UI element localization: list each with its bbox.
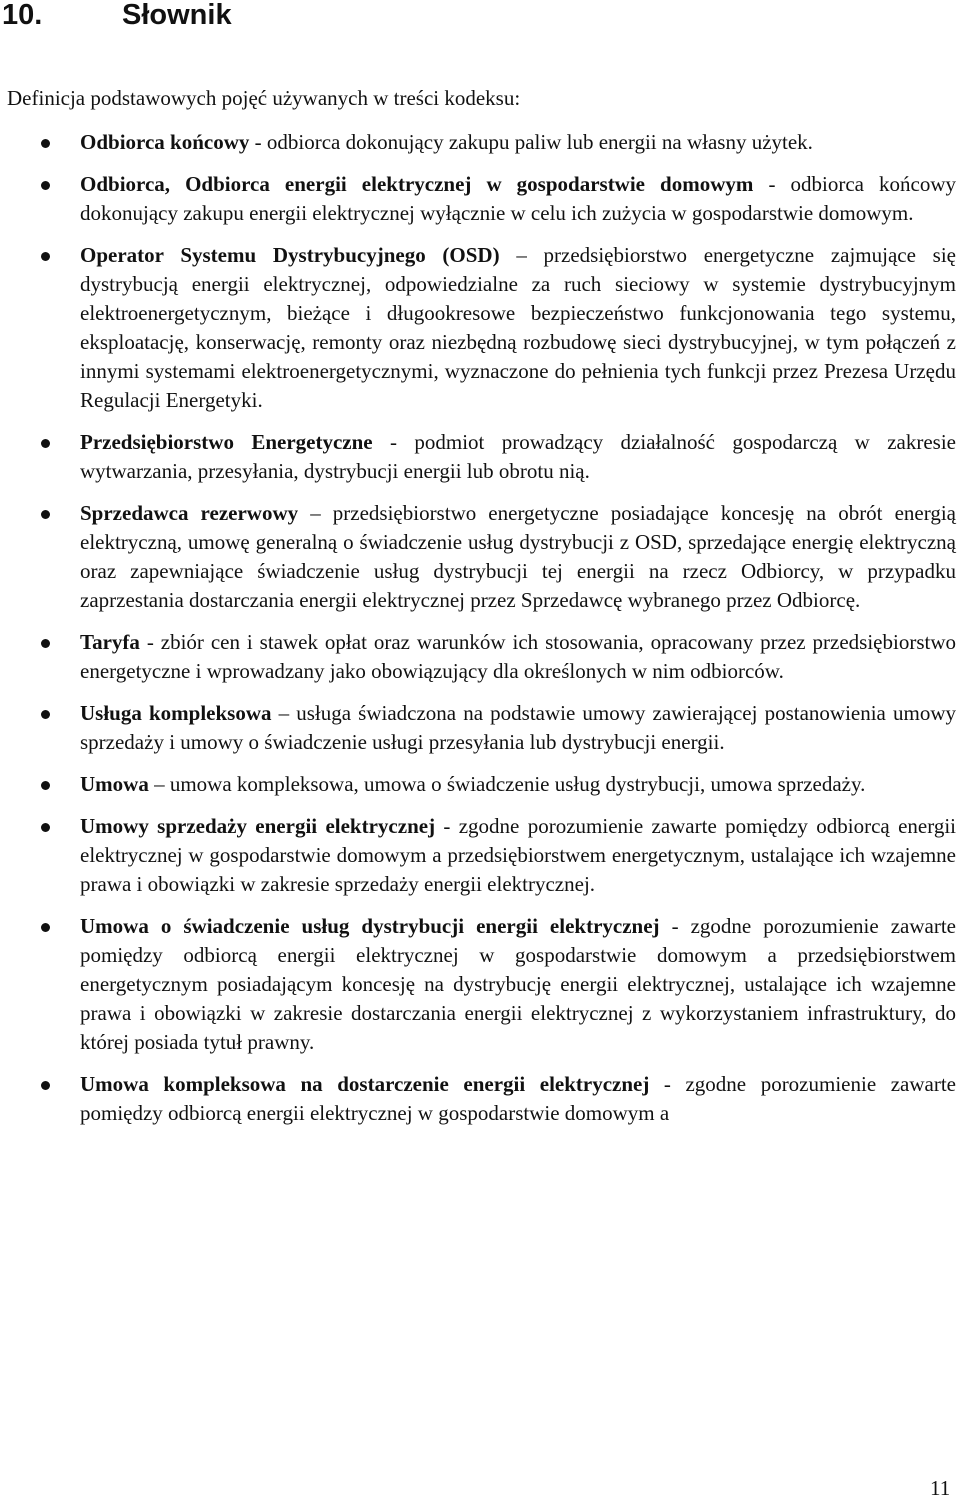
- definition-text: – przedsiębiorstwo energetyczne posiadające koncesję na obrót energią elektryczną, umowę generalną o świadczenie usług dystrybucji z OSD, sprzedające energię elektryczną oraz zapewniające świadczenie usług dystrybucji tej energii na rzecz Odbiorcy, w przypadku zaprzestania dostarczania energii elektrycznej przez Sprzedawcę wybranego przez Odbiorcę.: [80, 501, 957, 612]
- definition-item: [0, 812, 960, 899]
- definition-text: - zgodne porozumienie zawarte pomiędzy odbiorcą energii elektrycznej w gospodarstwie domowym a przedsiębiorstwem energetycznym posiadającym koncesję na dystrybucję energii elektrycznej, ustalające ich wzajemne prawa i obowiązki w zakresie dostarczania energii elektrycznej z wykorzystaniem infrastruktury, do której posiada tytuł prawny.: [80, 914, 956, 1054]
- bullet-icon: [41, 510, 50, 519]
- definition-item: [0, 912, 960, 1057]
- bullet-icon: [41, 823, 50, 832]
- definition-item: [0, 628, 960, 686]
- definition-item: [0, 499, 960, 615]
- definition-term: Umowa: [80, 772, 149, 796]
- definition-text: - odbiorca końcowy dokonujący zakupu energii elektrycznej wyłącznie w celu ich zużycia w gospodarstwie domowym.: [80, 172, 956, 225]
- definition-term: Umowa kompleksowa na dostarczenie energii elektrycznej: [80, 1072, 650, 1096]
- page-number: 11: [930, 1476, 951, 1500]
- definition-item: [0, 1070, 960, 1128]
- definition-term: Przedsiębiorstwo Energetyczne: [80, 430, 373, 454]
- definition-term: Operator Systemu Dystrybucyjnego (OSD): [80, 243, 500, 267]
- intro-paragraph: Definicja podstawowych pojęć używanych w treści kodeksu:: [7, 86, 521, 110]
- definition-text: - zbiór cen i stawek opłat oraz warunków ich stosowania, opracowany przez przedsiębiorstwo energetyczne i wprowadzany jako obowiązujący dla określonych w nim odbiorców.: [80, 630, 956, 683]
- definition-text: – usługa świadczona na podstawie umowy zawierającej postanowienia umowy sprzedaży i umowy o świadczenie usługi przesyłania lub dystrybucji energii.: [80, 701, 956, 754]
- bullet-icon: [41, 181, 50, 190]
- definition-term: Odbiorca, Odbiorca energii elektrycznej w gospodarstwie domowym: [80, 172, 754, 196]
- definition-item: [0, 428, 960, 486]
- definition-text: - zgodne porozumienie zawarte pomiędzy odbiorcą energii elektrycznej w gospodarstwie domowym a: [80, 1072, 956, 1125]
- bullet-icon: [41, 781, 50, 790]
- definition-item: [0, 128, 960, 157]
- bullet-icon: [41, 1081, 50, 1090]
- definition-item: [0, 699, 960, 757]
- definition-text: – umowa kompleksowa, umowa o świadczenie usług dystrybucji, umowa sprzedaży.: [148, 772, 866, 796]
- definition-term: Sprzedawca rezerwowy: [80, 501, 299, 525]
- section-title: Słownik: [122, 0, 232, 31]
- bullet-icon: [41, 923, 50, 932]
- definition-term: Odbiorca końcowy: [80, 130, 250, 154]
- section-heading: [2, 0, 232, 32]
- definition-item: [0, 241, 960, 415]
- definition-text: – przedsiębiorstwo energetyczne zajmujące się dystrybucją energii elektrycznej, odpowiedzialne za ruch sieciowy w systemie dystrybucyjnym elektroenergetycznym, bieżące i długookresowe bezpieczeństwo funkcjonowania tego systemu, eksploatację, konserwację, remonty oraz niezbędną rozbudowę sieci dystrybucyjnej, w tym połączeń z innymi systemami elektroenergetycznymi, wyznaczone do pełnienia tych funkcji przez Prezesa Urzędu Regulacji Energetyki.: [80, 243, 956, 412]
- bullet-icon: [41, 252, 50, 261]
- definition-term: Umowy sprzedaży energii elektrycznej: [80, 814, 436, 838]
- section-number: 10.: [2, 0, 43, 31]
- bullet-icon: [41, 710, 50, 719]
- definition-term: Umowa o świadczenie usług dystrybucji energii elektrycznej: [80, 914, 660, 938]
- definition-text: - podmiot prowadzący działalność gospodarczą w zakresie wytwarzania, przesyłania, dystrybucji energii lub obrotu nią.: [80, 430, 957, 483]
- definition-term: Taryfa: [80, 630, 140, 654]
- bullet-icon: [41, 139, 50, 148]
- definition-list: [0, 128, 960, 1141]
- definition-item: [0, 770, 960, 799]
- definition-text: - odbiorca dokonujący zakupu paliw lub energii na własny użytek.: [249, 130, 813, 154]
- definition-item: [0, 170, 960, 228]
- definition-term: Usługa kompleksowa: [80, 701, 272, 725]
- bullet-icon: [41, 639, 50, 648]
- bullet-icon: [41, 439, 50, 448]
- definition-text: - zgodne porozumienie zawarte pomiędzy odbiorcą energii elektrycznej w gospodarstwie domowym a przedsiębiorstwem energetycznym, ustalające ich wzajemne prawa i obowiązki w zakresie sprzedaży energii elektrycznej.: [80, 814, 956, 896]
